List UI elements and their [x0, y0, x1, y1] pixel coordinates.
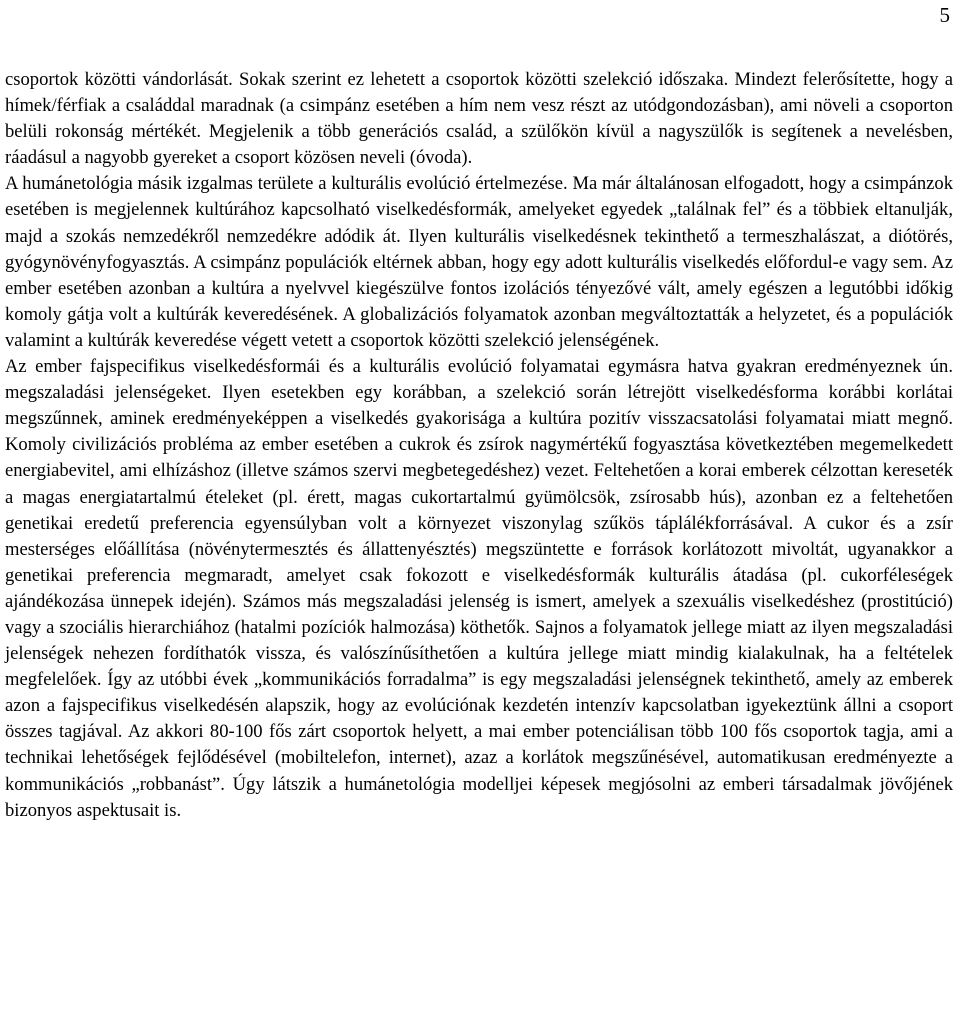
paragraph-runaway-phenomena: Az ember fajspecifikus viselkedésformái és a kulturális evolúció folyamatai egymásra hatva gyakran eredményeznek ún. megszaladási jelenségeket. Ilyen esetekben egy korábban, a szelekció során létrejött viselkedésforma korábbi korlátai megszűnnek, aminek eredményeképpen a viselkedés gyakorisága a kultúra pozitív visszacsatolási folyamatai miatt megnő. Komoly civilizációs probléma az ember esetében a cukrok és zsírok nagymértékű fogyasztása következtében megemelkedett energiabevitel, ami elhízáshoz (illetve számos szervi megbetegedéshez) vezet. Feltehetően a korai emberek célzottan kereseték a magas energiatartalmú ételeket (pl. érett, magas cukortartalmú gyümölcsök, zsírosabb hús), azonban ez a feltehetően genetikai eredetű preferencia egyensúlyban volt a környezet viszonylag szűkös táplálékforrásával. A cukor és a zsír mesterséges előállítása (növénytermesztés és állattenyésztés) megszüntette e források korlátozott mivoltát, ugyanakkor a genetikai preferencia megmaradt, amelyet csak fokozott e viselkedésformák kulturális átadása (pl. cukorféleségek ajándékozása ünnepek idején). Számos más megszaladási jelenség is ismert, amelyek a szexuális viselkedéshez (prostitúció) vagy a szociális hierarchiához (hatalmi pozíciók halmozása) köthetők. Sajnos a folyamatok jellege miatt az ilyen megszaladási jelenségek nehezen fordíthatók vissza, és valószínűsíthetően a kultúra jellege miatt mindig kialakulnak, ha a feltételek megfelelőek. Így az utóbbi évek „kommunikációs forradalma” is egy megszaladási jelenségnek tekinthető, amely az emberek azon a fajspecifikus viselkedésén alapszik, hogy az evolúciónak kezdetén intenzív kapcsolatban igyekeztünk állni a csoport összes tagjával. Az akkori 80-100 fős zárt csoportok helyett, a mai ember potenciálisan több 100 fős csoportok tagja, ami a technikai lehetőségek fejlődésével (mobiltelefon, internet), azaz a korlátok megszűnésével, automatikusan eredményezte a kommunikációs „robbanást”. Úgy látszik a humánetológia modelljei képesek megjósolni az emberi társadalmak jövőjének bizonyos aspektusait is. — [5, 356, 953, 821]
document-body — [5, 67, 953, 824]
page-number: 5 — [939, 3, 950, 27]
paragraph-cultural-evolution: A humánetológia másik izgalmas területe a kulturális evolúció értelmezése. Ma már általánosan elfogadott, hogy a csimpánzok esetében is megjelennek kultúrához kapcsolható viselkedésformák, amelyeket egyedek „találnak fel” és a többiek eltanulják, majd a szokás nemzedékről nemzedékre adódik át. Ilyen kulturális viselkedésnek tekinthető a termeszhalászat, a diótörés, gyógynövényfogyasztás. A csimpánz populációk eltérnek abban, hogy egy adott kulturális viselkedés előfordul-e vagy sem. Az ember esetében azonban a kultúra a nyelvvel kiegészülve fontos izolációs tényezővé vált, amely egészen a legutóbbi időkig komoly gátja volt a kultúrák keveredésének. A globalizációs folyamatok azonban megváltoztatták a helyzetet, és a populációk valamint a kultúrák keveredése végett vetett a csoportok közötti szelekció jelenségének. — [5, 173, 953, 351]
paragraph-group-evolution: csoportok közötti vándorlását. Sokak szerint ez lehetett a csoportok közötti szelekció időszaka. Mindezt felerősítette, hogy a hímek/férfiak a családdal maradnak (a csimpánz esetében a hím nem vesz részt az utódgondozásban), ami növeli a csoporton belüli rokonság mértékét. Megjelenik a több generációs család, a szülőkön kívül a nagyszülők is segítenek a nevelésben, ráadásul a nagyobb gyereket a csoport közösen neveli (óvoda). — [5, 69, 953, 169]
